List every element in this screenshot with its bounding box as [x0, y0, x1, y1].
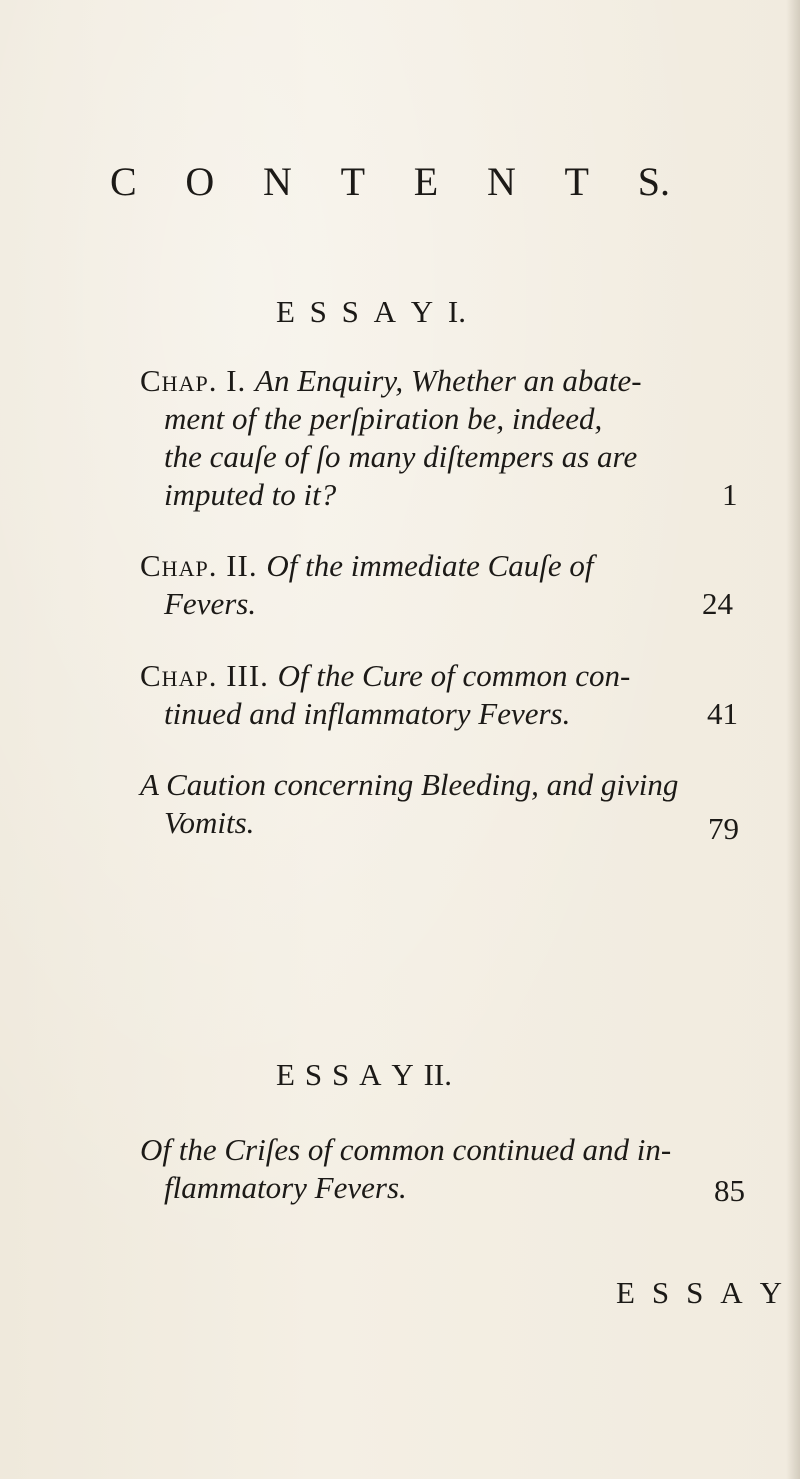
title-letter: N — [263, 159, 292, 204]
entry-2-page-number: 24 — [702, 586, 733, 621]
entry-text: Fevers. — [164, 586, 257, 621]
entry-2-line-2 — [164, 585, 256, 623]
catchword — [616, 1275, 782, 1311]
title-letter: N — [486, 159, 516, 204]
title-letter: C — [110, 159, 137, 204]
essay-2-page-number: 85 — [714, 1173, 745, 1208]
page-edge-shadow — [786, 0, 800, 1479]
catchword-letter: S — [651, 1275, 670, 1310]
title-letter: O — [185, 159, 215, 204]
entry-text: Vomits. — [164, 805, 255, 840]
title-letter: T — [340, 159, 366, 204]
entry-text: Of the immediate Cauſe of — [266, 548, 594, 583]
entry-text: the cauſe of ſo many diſtempers as are — [164, 439, 638, 474]
entry-2-line-1 — [140, 547, 594, 585]
contents-title — [110, 158, 670, 205]
essay-2-heading — [276, 1057, 452, 1093]
title-letter: E — [413, 159, 439, 204]
essay-2-entry-line-1 — [140, 1131, 671, 1169]
entry-1-line-1 — [140, 362, 642, 400]
entry-text: Of the Criſes of common continued and in- — [140, 1132, 672, 1167]
catchword-letter: S — [686, 1275, 704, 1310]
heading-letter: II. — [423, 1057, 452, 1092]
title-letter: S. — [637, 159, 670, 204]
entry-text: imputed to it? — [164, 477, 337, 512]
heading-letter: S — [331, 1057, 350, 1092]
chapter-label: Chap. I. — [140, 363, 256, 398]
heading-letter: S — [304, 1057, 323, 1092]
entry-4-line-2 — [164, 804, 254, 842]
entry-1-page-number: 1 — [722, 477, 738, 512]
heading-letter: E — [276, 294, 295, 329]
entry-4-page-number: 79 — [708, 811, 739, 846]
heading-letter: S — [341, 294, 359, 329]
catchword-letter: Y — [759, 1275, 782, 1310]
chapter-label: Chap. II. — [140, 548, 267, 583]
catchword-letter: E — [616, 1275, 635, 1310]
entry-3-line-2 — [164, 695, 570, 733]
entry-text: flammatory Fevers. — [164, 1170, 407, 1205]
heading-letter: Y — [391, 1057, 414, 1092]
title-letter: T — [564, 159, 589, 204]
entry-1-line-3 — [164, 438, 637, 476]
entry-text: Of the Cure of common con- — [277, 658, 631, 693]
entry-text: ment of the perſpiration be, indeed, — [164, 401, 603, 436]
entry-1-line-2 — [164, 400, 602, 438]
heading-letter: A — [373, 294, 397, 329]
entry-1-line-4 — [164, 476, 336, 514]
heading-letter: S — [309, 294, 327, 329]
entry-text: tinued and inflammatory Fevers. — [164, 696, 571, 731]
entry-text: A Caution concerning Bleeding, and giving — [140, 767, 679, 802]
essay-2-entry-line-2 — [164, 1169, 407, 1207]
chapter-label: Chap. III. — [140, 658, 278, 693]
catchword-letter: A — [720, 1275, 743, 1310]
entry-3-page-number: 41 — [707, 696, 738, 731]
entry-text: An Enquiry, Whether an abate- — [255, 363, 642, 398]
heading-letter: A — [359, 1057, 382, 1092]
heading-letter: I. — [447, 294, 466, 329]
essay-1-heading — [276, 294, 466, 330]
entry-4-line-1 — [140, 766, 678, 804]
entry-3-line-1 — [140, 657, 630, 695]
heading-letter: E — [276, 1057, 295, 1092]
heading-letter: Y — [410, 294, 434, 329]
